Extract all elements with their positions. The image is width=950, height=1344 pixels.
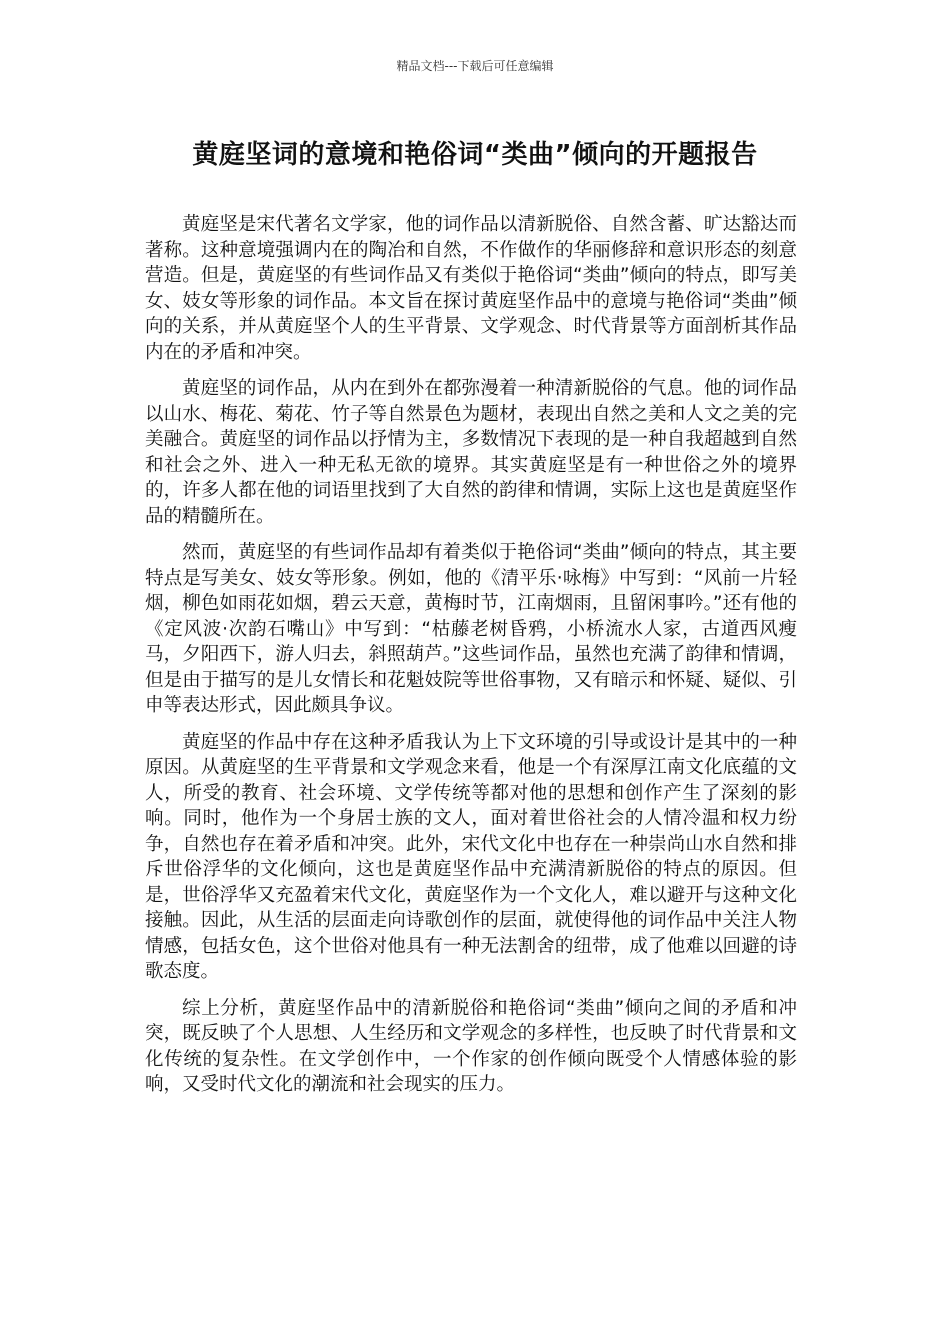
- paragraph-3: 然而，黄庭坚的有些词作品却有着类似于艳俗词“类曲”倾向的特点，其主要特点是写美女、妓女等形象。例如，他的《清平乐·咏梅》中写到：“风前一片轻烟，柳色如雨花如烟，碧云天意，黄梅时节，江南烟雨，且留闲事吟。”还有他的《定风波·次韵石嘴山》中写到：“枯藤老树昏鸦，小桥流水人家，古道西风瘦马，夕阳西下，游人归去，斜照葫芦。”这些词作品，虽然也充满了韵律和情调，但是由于描写的是儿女情长和花魁妓院等世俗事物，又有暗示和怀疑、疑似、引申等表达形式，因此颇具争议。: [145, 542, 797, 716]
- paragraph-1: 黄庭坚是宋代著名文学家，他的词作品以清新脱俗、自然含蓄、旷达豁达而著称。这种意境强调内在的陶冶和自然，不作做作的华丽修辞和意识形态的刻意营造。但是，黄庭坚的有些词作品又有类似于艳俗词“类曲”倾向的特点，即写美女、妓女等形象的词作品。本文旨在探讨黄庭坚作品中的意境与艳俗词“类曲”倾向的关系，并从黄庭坚个人的生平背景、文学观念、时代背景等方面剖析其作品内在的矛盾和冲突。: [145, 214, 797, 363]
- document-body: [145, 212, 797, 1109]
- header-note: 精品文档---下载后可任意编辑: [396, 59, 554, 73]
- paragraph-5: 综上分析，黄庭坚作品中的清新脱俗和艳俗词“类曲”倾向之间的矛盾和冲突，既反映了个人思想、人生经历和文学观念的多样性，也反映了时代背景和文化传统的复杂性。在文学创作中，一个作家的创作倾向既受个人情感体验的影响，又受时代文化的潮流和社会现实的压力。: [145, 997, 797, 1095]
- document-title: 黄庭坚词的意境和艳俗词“类曲”倾向的开题报告: [192, 140, 758, 170]
- paragraph-4: 黄庭坚的作品中存在这种矛盾我认为上下文环境的引导或设计是其中的一种原因。从黄庭坚的生平背景和文学观念来看，他是一个有深厚江南文化底蕴的文人，所受的教育、社会环境、文学传统等都对他的思想和创作产生了深刻的影响。同时，他作为一个身居士族的文人，面对着世俗社会的人情冷温和权力纷争，自然也存在着矛盾和冲突。此外，宋代文化中也存在一种崇尚山水自然和排斥世俗浮华的文化倾向，这也是黄庭坚作品中充满清新脱俗的特点的原因。但是，世俗浮华又充盈着宋代文化，黄庭坚作为一个文化人，难以避开与这种文化接触。因此，从生活的层面走向诗歌创作的层面，就使得他的词作品中关注人物情感，包括女色，这个世俗对他具有一种无法割舍的纽带，成了他难以回避的诗歌态度。: [145, 731, 797, 982]
- paragraph-2: 黄庭坚的词作品，从内在到外在都弥漫着一种清新脱俗的气息。他的词作品以山水、梅花、菊花、竹子等自然景色为题材，表现出自然之美和人文之美的完美融合。黄庭坚的词作品以抒情为主，多数情况下表现的是一种自我超越到自然和社会之外、进入一种无私无欲的境界。其实黄庭坚是有一种世俗之外的境界的，许多人都在他的词语里找到了大自然的韵律和情调，实际上这也是黄庭坚作品的精髓所在。: [145, 378, 797, 527]
